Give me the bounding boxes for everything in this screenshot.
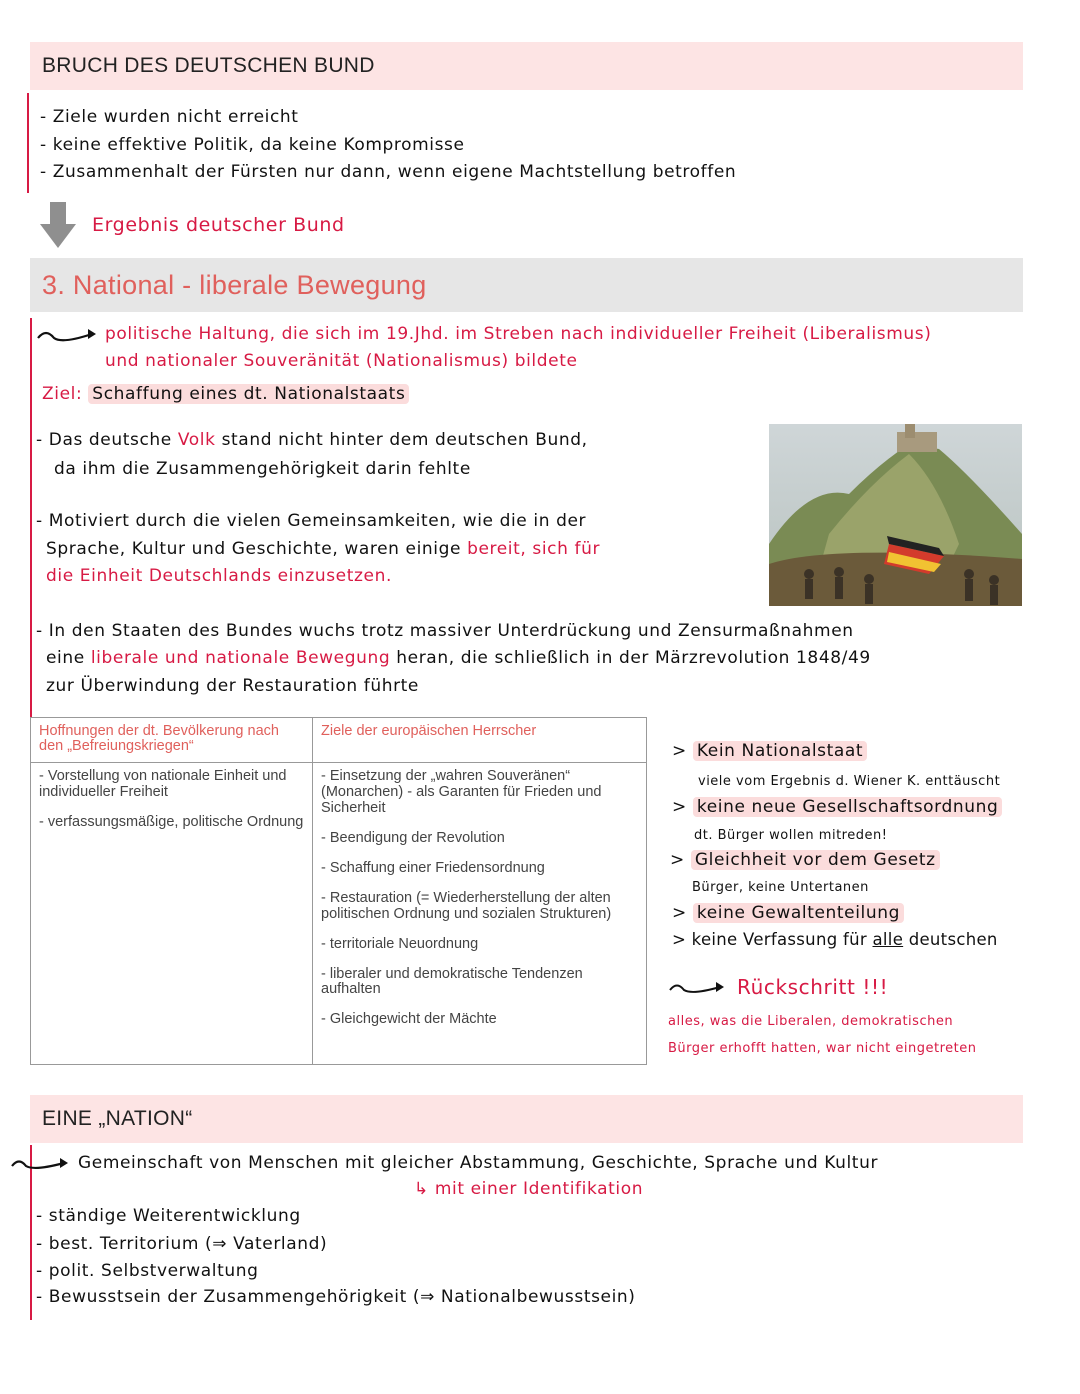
- comparison-table: [30, 717, 647, 1065]
- section-header-nation: [30, 1095, 1023, 1143]
- side-note-sub: viele vom Ergebnis d. Wiener K. enttäuscht: [698, 774, 1001, 789]
- section-title: 3. National - liberale Bewegung: [42, 269, 427, 300]
- section-header-national-liberal: [30, 258, 1023, 312]
- return-arrow-icon: ↳: [414, 1179, 435, 1199]
- list-item: - Ziele wurden nicht erreicht: [40, 107, 299, 127]
- curved-arrow-icon: [10, 1155, 70, 1173]
- goal-label: Ziel:: [42, 384, 83, 404]
- side-note: > keine neue Gesellschaftsordnung: [672, 797, 1002, 817]
- table-row: - Schaffung einer Friedensordnung: [321, 859, 545, 876]
- definition-line: politische Haltung, die sich im 19.Jhd. im Streben nach individueller Freiheit (Liberalismus): [105, 324, 932, 344]
- historical-painting-image: [769, 424, 1022, 606]
- margin-line: [27, 93, 29, 193]
- section-header-bruch: [30, 42, 1023, 90]
- table-cell: [31, 763, 313, 1065]
- conclusion-text: Rückschritt !!!: [737, 975, 889, 999]
- table-header: Ziele der europäischen Herrscher: [313, 718, 647, 763]
- table-cell: [313, 763, 647, 1065]
- goal-text: Schaffung eines dt. Nationalstaats: [88, 384, 409, 404]
- list-item: - polit. Selbstverwaltung: [36, 1261, 259, 1281]
- list-item: - ständige Weiterentwicklung: [36, 1206, 301, 1226]
- table-row: - liberaler und demokratische Tendenzen aufhalten: [321, 965, 583, 998]
- side-note-sub: Bürger, keine Untertanen: [692, 880, 869, 895]
- curved-arrow-icon: [36, 326, 98, 346]
- section-title: BRUCH DES DEUTSCHEN BUND: [42, 54, 375, 77]
- side-note: > Gleichheit vor dem Gesetz: [670, 850, 940, 870]
- list-item: - best. Territorium (⇒ Vaterland): [36, 1234, 328, 1254]
- paragraph-line: - In den Staaten des Bundes wuchs trotz massiver Unterdrückung und Zensurmaßnahmen: [36, 621, 854, 641]
- volk-highlight: Volk: [177, 430, 216, 450]
- table-row: - territoriale Neuordnung: [321, 935, 479, 952]
- definition-text: Gemeinschaft von Menschen mit gleicher Abstammung, Geschichte, Sprache und Kultur: [78, 1153, 879, 1173]
- down-arrow-icon: [38, 202, 78, 250]
- paragraph-line: Sprache, Kultur und Geschichte, waren einige bereit, sich für: [46, 539, 601, 559]
- table-row: - Vorstellung von nationale Einheit und individueller Freiheit: [39, 768, 287, 800]
- side-note: > Kein Nationalstaat: [672, 741, 867, 761]
- paragraph-line: zur Überwindung der Restauration führte: [46, 676, 419, 696]
- table-row: - Restauration (= Wiederherstellung der alten politischen Ordnung und sozialen Strukturen): [321, 889, 612, 922]
- definition-sub: ↳ mit einer Identifikation: [414, 1179, 644, 1199]
- paragraph-line: - Motiviert durch die vielen Gemeinsamkeiten, wie die in der: [36, 511, 587, 531]
- table-row: - verfassungsmäßige, politische Ordnung: [39, 813, 304, 830]
- side-note: > keine Gewaltenteilung: [672, 903, 904, 923]
- paragraph-line: - Das deutsche Volk stand nicht hinter dem deutschen Bund,: [36, 430, 588, 450]
- margin-line: [30, 318, 32, 718]
- table-header: Hoffnungen der dt. Bevölkerung nach den „Befreiungskriegen“: [31, 718, 313, 763]
- curved-arrow-icon: [668, 979, 726, 997]
- section-title: EINE „NATION“: [42, 1107, 193, 1130]
- definition-line: und nationaler Souveränität (Nationalismus) bildete: [105, 351, 578, 371]
- list-item: - Bewusstsein der Zusammengehörigkeit (⇒ Nationalbewusstsein): [36, 1287, 636, 1307]
- result-text: Ergebnis deutscher Bund: [92, 214, 345, 236]
- conclusion-sub: alles, was die Liberalen, demokratischen: [668, 1014, 954, 1029]
- table-row: - Gleichgewicht der Mächte: [321, 1011, 497, 1028]
- paragraph-line: da ihm die Zusammengehörigkeit darin fehlte: [54, 459, 471, 479]
- list-item: - keine effektive Politik, da keine Kompromisse: [40, 135, 465, 155]
- table-row: - Einsetzung der „wahren Souveränen“ (Monarchen) - als Garanten für Frieden und Sicherheit: [321, 768, 602, 816]
- paragraph-line: die Einheit Deutschlands einzusetzen.: [46, 566, 392, 586]
- side-note-sub: dt. Bürger wollen mitreden!: [694, 828, 888, 843]
- conclusion-sub: Bürger erhofft hatten, war nicht eingetreten: [668, 1041, 977, 1056]
- table-row: - Beendigung der Revolution: [321, 829, 505, 846]
- side-note: > keine Verfassung für alle deutschen: [672, 930, 998, 949]
- paragraph-line: eine liberale und nationale Bewegung heran, die schließlich in der Märzrevolution 1848/49: [46, 648, 871, 668]
- goal-row: [42, 384, 409, 404]
- list-item: - Zusammenhalt der Fürsten nur dann, wenn eigene Machtstellung betroffen: [40, 162, 737, 182]
